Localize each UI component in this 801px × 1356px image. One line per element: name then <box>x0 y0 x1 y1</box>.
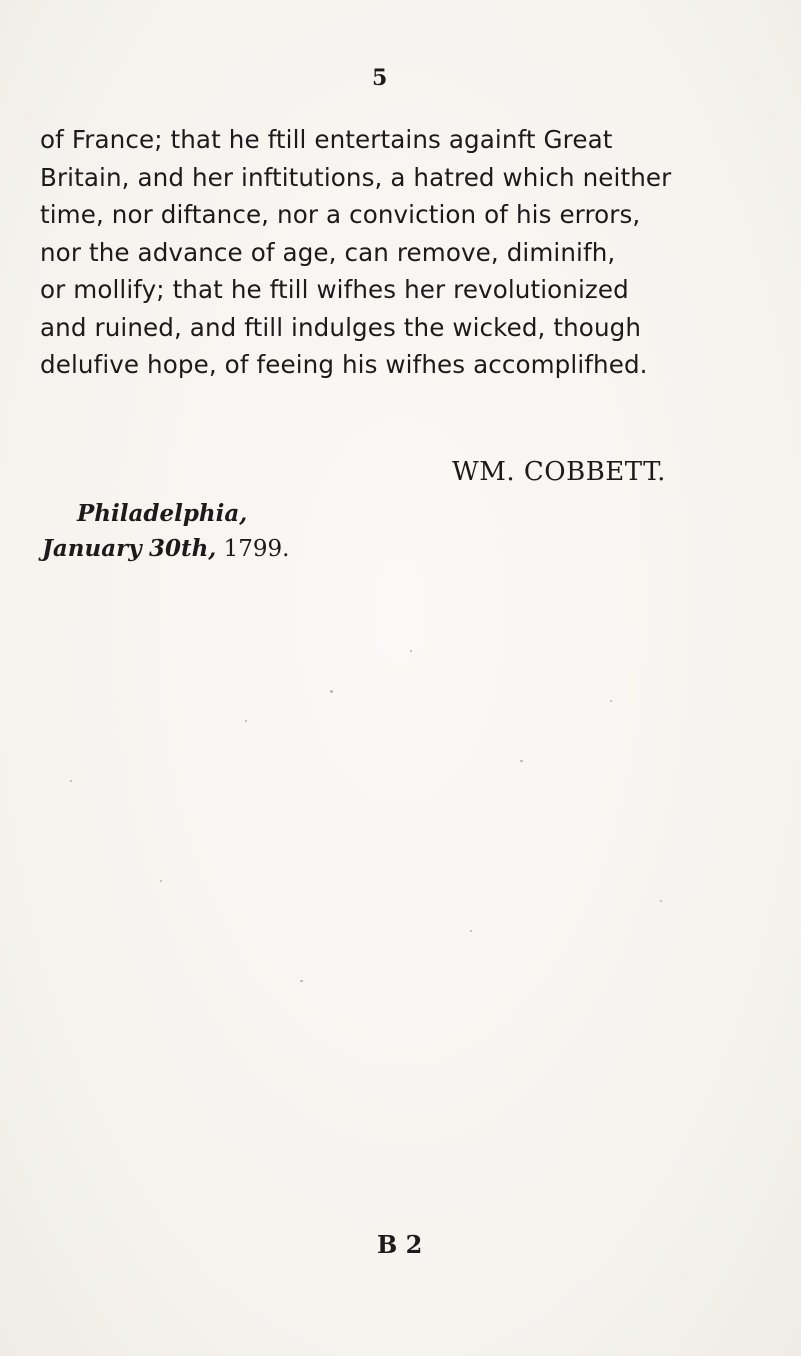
text-line: or mollify; that he ftill wifhes her revolutionized <box>40 275 629 304</box>
page-number: 5 <box>372 65 388 91</box>
place-line: Philadelphia, <box>77 500 248 527</box>
paper-speck <box>245 720 247 722</box>
text-line: of France; that he ftill entertains againft Great <box>40 125 613 154</box>
paper-speck <box>160 880 162 882</box>
text-line: nor the advance of age, can remove, diminifh, <box>40 237 616 267</box>
paper-speck <box>410 650 412 652</box>
paper-speck <box>300 980 303 982</box>
date-year: 1799. <box>223 536 290 562</box>
printer-signature-mark: B 2 <box>377 1230 423 1259</box>
date-month: January <box>42 535 142 562</box>
paper-speck <box>660 900 662 902</box>
paper-speck <box>520 760 523 762</box>
body-text <box>40 121 770 384</box>
date-line <box>42 535 289 562</box>
date-day: 30th, <box>148 535 217 562</box>
text-line: Britain, and her inftitutions, a hatred which neither <box>40 162 672 192</box>
paper-speck <box>330 690 333 693</box>
author-signature: WM. COBBETT. <box>452 457 666 487</box>
paper-speck <box>470 930 472 932</box>
paper-speck <box>70 780 72 782</box>
text-line: time, nor diftance, nor a conviction of his errors, <box>40 200 641 229</box>
text-line: and ruined, and ftill indulges the wicked, though <box>40 312 642 342</box>
text-line: delufive hope, of feeing his wifhes accomplifhed. <box>40 350 648 379</box>
paper-speck <box>610 700 612 702</box>
